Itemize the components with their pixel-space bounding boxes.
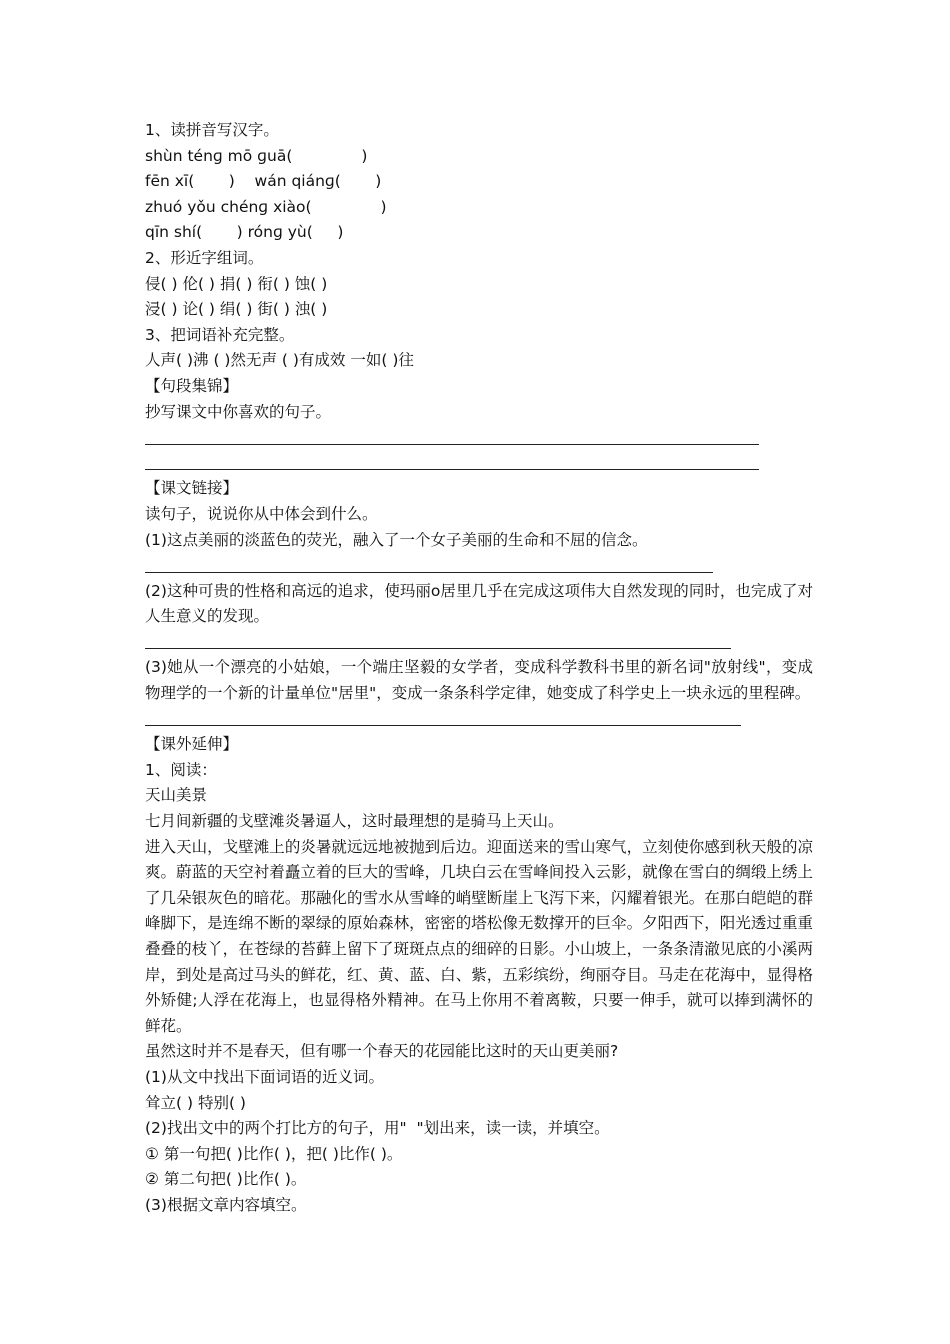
pinyin-row: shùn ténɡ mō ɡuā( ) bbox=[145, 146, 368, 165]
sentence-2: (2)这种可贵的性格和高远的追求，使玛丽ο居里几乎在完成这项伟大自然发现的同时，也完成了对人生意义的发现。 bbox=[145, 581, 813, 626]
q2-title: 2、形近字组词。 bbox=[145, 248, 264, 267]
idiom-row: 人声( )沸 ( )然无声 ( )有成效 一如( )往 bbox=[145, 351, 414, 370]
article-paragraph: 虽然这时并不是春天，但有哪一个春天的花园能比这时的天山更美丽? bbox=[145, 1042, 619, 1061]
read-prompt: 读句子，说说你从中体会到什么。 bbox=[145, 504, 378, 523]
exercise-3: (3)根据文章内容填空。 bbox=[145, 1195, 307, 1214]
exercise-2: (2)找出文中的两个打比方的句子，用" "划出来，读一读，并填空。 bbox=[145, 1119, 610, 1138]
exercise-2-item: ① 第一句把( )比作( )，把( )比作( )。 bbox=[145, 1144, 403, 1163]
worksheet bbox=[145, 118, 813, 1219]
pinyin-row: qīn shí( ) rónɡ yù( ) bbox=[145, 223, 344, 242]
q3-title: 3、把词语补充完整。 bbox=[145, 325, 295, 344]
similar-char-row: 浸( ) 论( ) 绢( ) 街( ) 浊( ) bbox=[145, 300, 328, 319]
answer-line bbox=[145, 553, 813, 579]
article-paragraph: 七月间新疆的戈壁滩炎暑逼人，这时最理想的是骑马上天山。 bbox=[145, 812, 564, 831]
pinyin-row: zhuó yǒu chénɡ xiào( ) bbox=[145, 197, 387, 216]
section-header-kewen: 【课文链接】 bbox=[145, 479, 239, 498]
exercise-2-item: ② 第二句把( )比作( )。 bbox=[145, 1170, 307, 1189]
q1-title: 1、读拼音写汉字。 bbox=[145, 121, 279, 139]
pinyin-row: fēn xī( ) wán qiánɡ( ) bbox=[145, 172, 382, 191]
answer-line bbox=[145, 451, 813, 477]
section-header-juduan: 【句段集锦】 bbox=[145, 376, 239, 395]
article-paragraph: 进入天山，戈壁滩上的炎暑就远远地被抛到后边。迎面送来的雪山寒气，立刻使你感到秋天般的凉爽。蔚蓝的天空衬着矗立着的巨大的雪峰，几块白云在雪峰间投入云影，就像在雪白的绸缎上绣上了几朵银灰色的暗花。那融化的雪水从雪峰的峭壁断崖上飞泻下来，闪耀着银光。在那白皑皑的群峰脚下，是连绵不断的翠绿的原始森林，密密的塔松像无数撑开的巨伞。夕阳西下，阳光透过重重叠叠的枝丫，在苍绿的苔藓上留下了斑斑点点的细碎的日影。小山坡上，一条条清澈见底的小溪两岸，到处是高过马头的鲜花，红、黄、蓝、白、紫，五彩缤纷，绚丽夺目。马走在花海中，显得格外矫健;人浮在花海上，也显得格外精神。在马上你用不着离鞍，只要一伸手，就可以捧到满怀的鲜花。 bbox=[145, 837, 813, 1035]
article-title: 天山美景 bbox=[145, 786, 208, 805]
section-header-kewai: 【课外延伸】 bbox=[145, 735, 239, 754]
exercise-1-row: 耸立( ) 特别( ) bbox=[145, 1093, 246, 1112]
answer-line bbox=[145, 707, 813, 733]
answer-line bbox=[145, 425, 813, 451]
reading-title: 1、阅读： bbox=[145, 760, 217, 779]
copy-prompt: 抄写课文中你喜欢的句子。 bbox=[145, 402, 332, 421]
sentence-3: (3)她从一个漂亮的小姑娘，一个端庄坚毅的女学者，变成科学教科书里的新名词"放射线"，变成物理学的一个新的计量单位"居里"，变成一条条科学定律，她变成了科学史上一块永远的里程碑。 bbox=[145, 658, 813, 703]
exercise-1: (1)从文中找出下面词语的近义词。 bbox=[145, 1067, 384, 1086]
sentence-1: (1)这点美丽的淡蓝色的荧光，融入了一个女子美丽的生命和不屈的信念。 bbox=[145, 530, 648, 549]
similar-char-row: 侵( ) 伦( ) 捐( ) 衔( ) 蚀( ) bbox=[145, 274, 328, 293]
answer-line bbox=[145, 630, 813, 656]
